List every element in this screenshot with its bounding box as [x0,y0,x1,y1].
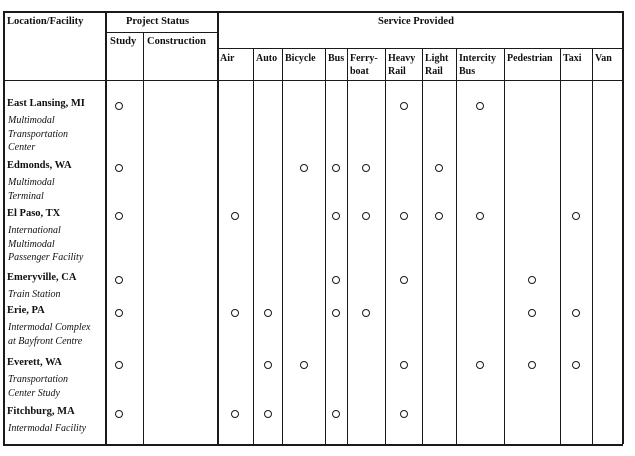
divider-service-9 [560,48,561,444]
divider-location [105,11,107,444]
facility-name-fitchburg-ma: Fitchburg, MA [7,406,75,417]
facility-description-fitchburg-ma: Intermodal Facility [8,423,87,434]
service-marker-everett-wa-pedestrian [528,361,536,369]
service-marker-edmonds-wa-bicycle [300,164,308,172]
facility-name-el-paso-tx: El Paso, TX [7,208,61,219]
service-marker-edmonds-wa-light-rail [435,164,443,172]
service-marker-emeryville-ca-heavy-rail [400,276,408,284]
study-marker-everett-wa [115,361,123,369]
service-marker-fitchburg-ma-heavy-rail [400,410,408,418]
service-marker-everett-wa-bicycle [300,361,308,369]
divider-status-subheader [105,32,217,33]
service-marker-emeryville-ca-pedestrian [528,276,536,284]
service-header-intercity-bus: Intercity Bus [459,53,497,77]
service-header-air: Air [220,53,235,64]
divider-service-10 [592,48,593,444]
service-marker-everett-wa-intercity-bus [476,361,484,369]
service-marker-erie-pa-auto [264,309,272,317]
facility-description-east-lansing-mi: Multimodal Transportation Center [8,115,69,153]
divider-service-4 [347,48,348,444]
service-marker-erie-pa-pedestrian [528,309,536,317]
table-border-right [622,11,624,444]
header-construction: Construction [147,36,206,47]
service-marker-east-lansing-mi-intercity-bus [476,102,484,110]
facility-name-edmonds-wa: Edmonds, WA [7,160,72,171]
facility-name-everett-wa: Everett, WA [7,357,63,368]
divider-service-top [217,48,622,49]
facility-description-edmonds-wa: Multimodal Terminal [8,177,55,202]
service-marker-erie-pa-air [231,309,239,317]
service-marker-emeryville-ca-bus [332,276,340,284]
facility-name-erie-pa: Erie, PA [7,305,45,316]
study-marker-east-lansing-mi [115,102,123,110]
divider-service-1 [253,48,254,444]
facility-description-erie-pa: Intermodal Complex at Bayfront Centre [8,322,91,347]
facility-name-east-lansing-mi: East Lansing, MI [7,98,85,109]
service-marker-edmonds-wa-bus [332,164,340,172]
service-marker-el-paso-tx-air [231,212,239,220]
service-marker-fitchburg-ma-auto [264,410,272,418]
service-marker-fitchburg-ma-bus [332,410,340,418]
header-service-provided: Service Provided [378,16,454,27]
table-border-bottom [3,444,623,446]
divider-study [143,32,144,444]
facility-name-emeryville-ca: Emeryville, CA [7,272,77,283]
table-border-left [3,11,5,444]
service-header-light-rail: Light Rail [425,53,449,77]
service-marker-fitchburg-ma-air [231,410,239,418]
header-study: Study [110,36,137,47]
service-header-bus: Bus [328,53,345,64]
service-marker-el-paso-tx-heavy-rail [400,212,408,220]
service-marker-el-paso-tx-bus [332,212,340,220]
service-marker-edmonds-wa-ferryboat [362,164,370,172]
study-marker-emeryville-ca [115,276,123,284]
divider-service-2 [282,48,283,444]
table-border-top [3,11,623,13]
service-marker-east-lansing-mi-heavy-rail [400,102,408,110]
divider-header-bottom [3,80,622,81]
service-marker-erie-pa-bus [332,309,340,317]
divider-service-7 [456,48,457,444]
header-project-status: Project Status [126,16,190,27]
service-marker-everett-wa-heavy-rail [400,361,408,369]
divider-service-8 [504,48,505,444]
facility-description-el-paso-tx: International Multimodal Passenger Facility [8,225,84,263]
service-marker-el-paso-tx-taxi [572,212,580,220]
study-marker-fitchburg-ma [115,410,123,418]
service-marker-everett-wa-taxi [572,361,580,369]
service-marker-everett-wa-auto [264,361,272,369]
facility-description-everett-wa: Transportation Center Study [8,374,69,399]
service-header-ferryboat: Ferry- boat [350,53,378,77]
service-marker-el-paso-tx-intercity-bus [476,212,484,220]
header-location-facility: Location/Facility [7,16,84,27]
study-marker-el-paso-tx [115,212,123,220]
service-marker-erie-pa-ferryboat [362,309,370,317]
service-marker-erie-pa-taxi [572,309,580,317]
study-marker-edmonds-wa [115,164,123,172]
service-marker-el-paso-tx-ferryboat [362,212,370,220]
service-header-van: Van [595,53,612,64]
service-header-pedestrian: Pedestrian [507,53,553,64]
divider-service-3 [325,48,326,444]
divider-status [217,11,219,444]
study-marker-erie-pa [115,309,123,317]
service-header-taxi: Taxi [563,53,582,64]
service-header-bicycle: Bicycle [285,53,316,64]
facility-description-emeryville-ca: Train Station [8,289,61,300]
service-header-auto: Auto [256,53,278,64]
divider-service-6 [422,48,423,444]
service-header-heavy-rail: Heavy Rail [388,53,416,77]
service-marker-el-paso-tx-light-rail [435,212,443,220]
divider-service-5 [385,48,386,444]
